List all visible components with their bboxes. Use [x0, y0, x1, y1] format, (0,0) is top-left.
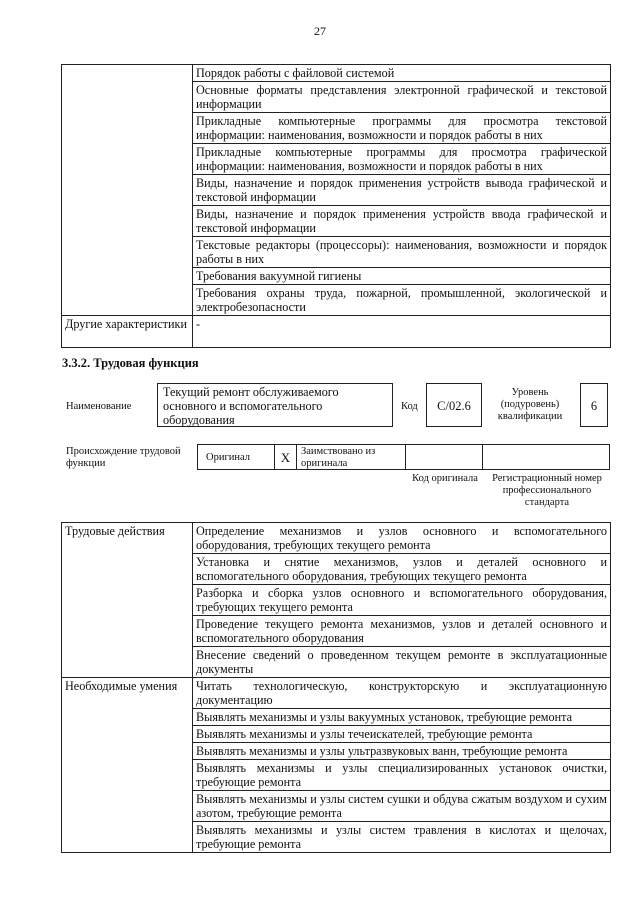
origin-mark: X	[274, 444, 297, 470]
page-number: 27	[314, 24, 326, 38]
table-cell: Проведение текущего ремонта механизмов, узлов и деталей основного и вспомогательного оборудования	[193, 616, 611, 647]
table-cell: Выявлять механизмы и узлы течеискателей, требующие ремонта	[193, 726, 611, 743]
name-label: Наименование	[66, 401, 132, 412]
table-cell: Требования вакуумной гигиены	[193, 268, 611, 285]
table-cell: Установка и снятие механизмов, узлов и деталей основного и вспомогательного оборудования, требующих текущего ремонта	[193, 554, 611, 585]
table-cell: Выявлять механизмы и узлы ультразвуковых ванн, требующие ремонта	[193, 743, 611, 760]
other-characteristics-value: -	[193, 316, 611, 348]
table-cell: Выявлять механизмы и узлы систем травления в кислотах и щелочах, требующие ремонта	[193, 822, 611, 853]
code-label: Код	[401, 401, 418, 412]
code-value: С/02.6	[426, 383, 482, 427]
skills-label: Необходимые умения	[62, 678, 193, 853]
function-table	[61, 522, 611, 853]
knowledge-table	[61, 64, 611, 348]
origin-reg-cell	[482, 444, 610, 470]
table-cell: Виды, назначение и порядок применения устройств вывода графической и текстовой информации	[193, 175, 611, 206]
table-cell: Основные форматы представления электронной графической и текстовой информации	[193, 82, 611, 113]
origin-original-text: Оригинал	[206, 452, 250, 463]
table-row	[62, 678, 611, 709]
table-cell: Разборка и сборка узлов основного и вспомогательного оборудования, требующих текущего ремонта	[193, 585, 611, 616]
table-cell: Виды, назначение и порядок применения устройств ввода графической и текстовой информации	[193, 206, 611, 237]
other-characteristics-label: Другие характеристики	[62, 316, 193, 348]
origin-code-cell	[405, 444, 483, 470]
origin-borrowed-cell	[296, 444, 406, 470]
table-cell: Читать технологическую, конструкторскую и эксплуатационную документацию	[193, 678, 611, 709]
table-cell: Выявлять механизмы и узлы вакуумных установок, требующие ремонта	[193, 709, 611, 726]
table-cell: Внесение сведений о проведенном текущем ремонте в эксплуатационные документы	[193, 647, 611, 678]
table-cell: Выявлять механизмы и узлы систем сушки и обдува сжатым воздухом и сухим азотом, требующие ремонта	[193, 791, 611, 822]
table-row	[62, 65, 611, 82]
origin-label: Происхождение трудовой функции	[66, 446, 181, 469]
table-cell: Текстовые редакторы (процессоры): наименования, возможности и порядок работы в них	[193, 237, 611, 268]
table-cell: Требования охраны труда, пожарной, промышленной, экологической и электробезопасности	[193, 285, 611, 316]
reg-number-caption: Регистрационный номер профессионального стандарта	[492, 473, 602, 508]
table-row	[62, 523, 611, 554]
table-cell: Выявлять механизмы и узлы специализированных установок очистки, требующие ремонта	[193, 760, 611, 791]
actions-label: Трудовые действия	[62, 523, 193, 678]
section-title: 3.3.2. Трудовая функция	[62, 356, 199, 370]
level-label: Уровень (подуровень) квалификации	[497, 387, 563, 422]
table-cell: Порядок работы с файловой системой	[193, 65, 611, 82]
name-value: Текущий ремонт обслуживаемого основного и вспомогательного оборудования	[157, 383, 393, 427]
origin-borrowed-text: Заимствовано из оригинала	[301, 446, 376, 469]
table-cell: Прикладные компьютерные программы для просмотра текстовой информации: наименования, возможности и порядок работы в них	[193, 113, 611, 144]
table-cell: Прикладные компьютерные программы для просмотра графической информации: наименования, возможности и порядок работы в них	[193, 144, 611, 175]
table-label-empty	[62, 65, 193, 316]
table-cell: Определение механизмов и узлов основного и вспомогательного оборудования, требующих текущего ремонта	[193, 523, 611, 554]
table-row	[62, 316, 611, 348]
level-value: 6	[580, 383, 608, 427]
code-original-caption: Код оригинала	[412, 473, 478, 484]
